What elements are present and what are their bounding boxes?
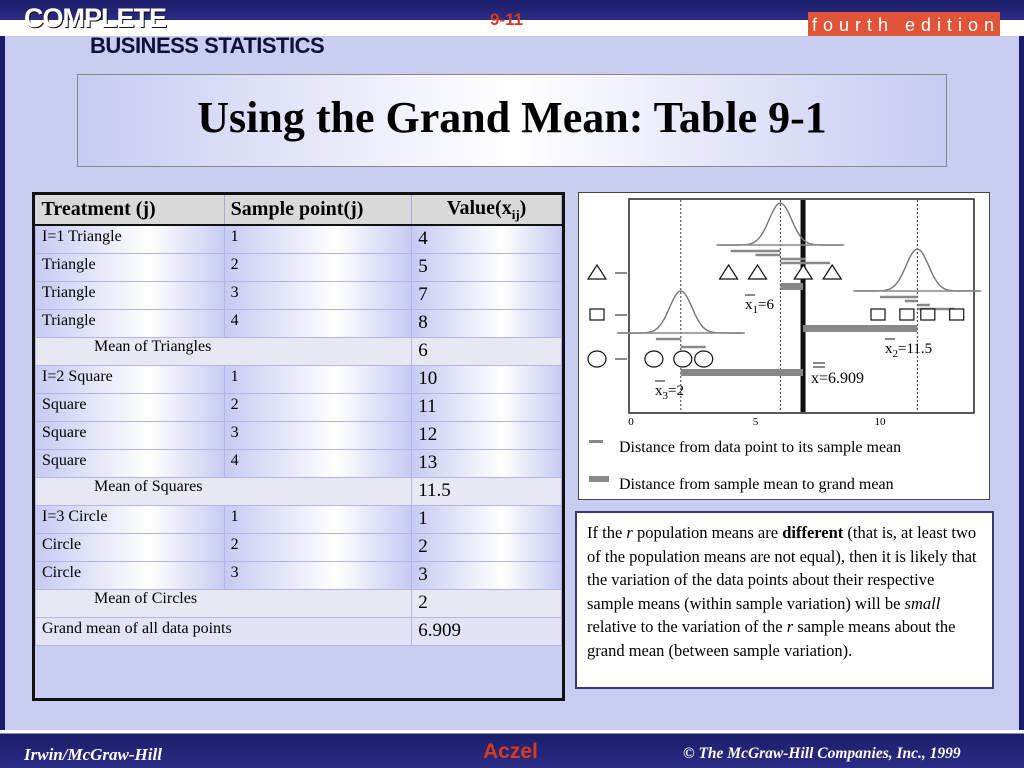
cell-value: 8 <box>412 309 562 337</box>
explanation-text-5: sample means about the grand mean (between sample variation). <box>587 617 956 660</box>
square-data-point <box>950 309 964 320</box>
triangle-data-point <box>823 265 841 279</box>
cell-sample-point: 1 <box>224 365 412 393</box>
cell-sample-point: 2 <box>224 253 412 281</box>
cell-mean-label: Grand mean of all data points <box>36 617 412 645</box>
table-row <box>36 309 562 337</box>
explanation-different: different <box>782 523 844 542</box>
table-header-row <box>36 195 562 225</box>
cell-mean-value: 11.5 <box>412 477 562 505</box>
triangle-data-point <box>749 265 767 279</box>
explanation-r-2: r <box>786 617 794 636</box>
right-border <box>1019 36 1024 730</box>
square-data-point <box>900 309 914 320</box>
explanation-text-2: population means are <box>632 523 783 542</box>
header-value: $Value(x_{ij})$ <box>412 195 562 225</box>
footer-copyright: © The McGraw-Hill Companies, Inc., 1999 <box>683 745 961 762</box>
cell-sample-point: 4 <box>224 449 412 477</box>
square-data-point <box>921 309 935 320</box>
cell-mean-label: Mean of Squares <box>36 477 412 505</box>
left-border <box>0 36 5 730</box>
explanation-r-1: r <box>626 523 633 542</box>
cell-value: 13 <box>412 449 562 477</box>
cell-sample-point: 3 <box>224 421 412 449</box>
cell-treatment: Square <box>36 421 225 449</box>
explanation-small: small <box>904 593 941 613</box>
table-row <box>36 561 562 589</box>
cell-sample-point: 4 <box>224 309 412 337</box>
logo-complete: COMPLETE <box>24 3 167 33</box>
logo-business-statistics: BUSINESS STATISTICS <box>90 33 325 58</box>
table-row <box>36 505 562 533</box>
cell-mean-value: 6 <box>412 337 562 365</box>
cell-sample-point: 1 <box>224 505 412 533</box>
triangle-data-point <box>720 265 738 279</box>
legend-thick-swatch <box>589 476 609 482</box>
triangle-data-point <box>794 265 812 279</box>
cell-value: 10 <box>412 365 562 393</box>
between-distance-bar <box>780 283 803 290</box>
table-filler <box>36 645 562 697</box>
data-table <box>35 195 562 697</box>
table-row <box>36 281 562 309</box>
explanation-text-3: (that is, at least two of the population means are not equal), then it is likely that the variation of the data points about their respective sample means (within sample variation) will be <box>587 523 977 613</box>
cell-value: 12 <box>412 421 562 449</box>
header-sample-point: Sample point(j) <box>224 195 412 225</box>
grand-mean-row <box>36 617 562 645</box>
cell-value: 4 <box>412 225 562 253</box>
table-row <box>36 449 562 477</box>
chart-svg <box>579 193 991 501</box>
table-row <box>36 253 562 281</box>
cell-sample-point: 3 <box>224 561 412 589</box>
edition-badge: fourth edition <box>808 12 1000 36</box>
cell-treatment: Triangle <box>36 281 225 309</box>
slide-number: 9-11 <box>490 10 524 29</box>
data-table-container <box>32 192 565 701</box>
legend-thin-swatch <box>589 440 603 443</box>
cell-sample-point: 2 <box>224 393 412 421</box>
footer-author: Aczel <box>483 740 538 763</box>
title-box <box>77 74 947 167</box>
between-distance-bar <box>681 369 803 376</box>
x-tick-label: 10 <box>874 416 886 428</box>
square-mean-label: $x_2=11.5$ <box>885 341 933 360</box>
grand-mean-label: x=6.909 <box>811 370 865 387</box>
triangle-mean-label: $x_1=6$ <box>745 297 774 316</box>
square-data-point <box>871 309 885 320</box>
cell-treatment: I=1 Triangle <box>36 225 225 253</box>
header-treatment: Treatment (j) <box>36 195 225 225</box>
cell-treatment: I=3 Circle <box>36 505 225 533</box>
circle-mean-label: $x_3=2$ <box>655 383 684 402</box>
mean-row <box>36 589 562 617</box>
legend-thick-label: Distance from sample mean to grand mean <box>619 476 894 493</box>
legend-thin-label: Distance from data point to its sample mean <box>619 439 902 456</box>
table-row <box>36 393 562 421</box>
triangle-row-marker <box>588 265 606 279</box>
circle-row-marker <box>588 351 606 367</box>
cell-value: 7 <box>412 281 562 309</box>
dot-plot-chart <box>578 192 990 500</box>
cell-value: 5 <box>412 253 562 281</box>
table-row <box>36 533 562 561</box>
cell-treatment: Circle <box>36 561 225 589</box>
cell-mean-value: 6.909 <box>412 617 562 645</box>
cell-treatment: I=2 Square <box>36 365 225 393</box>
cell-value: 11 <box>412 393 562 421</box>
cell-value: 1 <box>412 505 562 533</box>
cell-treatment: Square <box>36 393 225 421</box>
explanation-text-4: relative to the variation of the <box>587 617 787 636</box>
x-tick-label: 0 <box>628 416 634 428</box>
explanation-box <box>575 511 994 689</box>
cell-value: 3 <box>412 561 562 589</box>
circle-data-point <box>645 351 663 367</box>
circle-data-point <box>695 351 713 367</box>
between-distance-bar <box>803 325 917 332</box>
cell-mean-label: Mean of Triangles <box>36 337 412 365</box>
table-body <box>36 225 562 697</box>
cell-value: 2 <box>412 533 562 561</box>
cell-treatment: Circle <box>36 533 225 561</box>
cell-sample-point: 2 <box>224 533 412 561</box>
mean-row <box>36 477 562 505</box>
cell-mean-label: Mean of Circles <box>36 589 412 617</box>
mean-row <box>36 337 562 365</box>
cell-mean-value: 2 <box>412 589 562 617</box>
circle-data-point <box>674 351 692 367</box>
table-row <box>36 225 562 253</box>
cell-treatment: Triangle <box>36 309 225 337</box>
x-tick-label: 5 <box>752 416 759 428</box>
cell-sample-point: 1 <box>224 225 412 253</box>
cell-sample-point: 3 <box>224 281 412 309</box>
square-row-marker <box>590 309 604 320</box>
table-row <box>36 421 562 449</box>
slide-title: Using the Grand Mean: Table 9-1 <box>197 93 827 142</box>
cell-treatment: Triangle <box>36 253 225 281</box>
explanation-text-1: If the <box>587 523 627 542</box>
footer-publisher: Irwin/McGraw-Hill <box>24 745 162 764</box>
table-filler-row <box>36 645 562 697</box>
table-row <box>36 365 562 393</box>
cell-treatment: Square <box>36 449 225 477</box>
